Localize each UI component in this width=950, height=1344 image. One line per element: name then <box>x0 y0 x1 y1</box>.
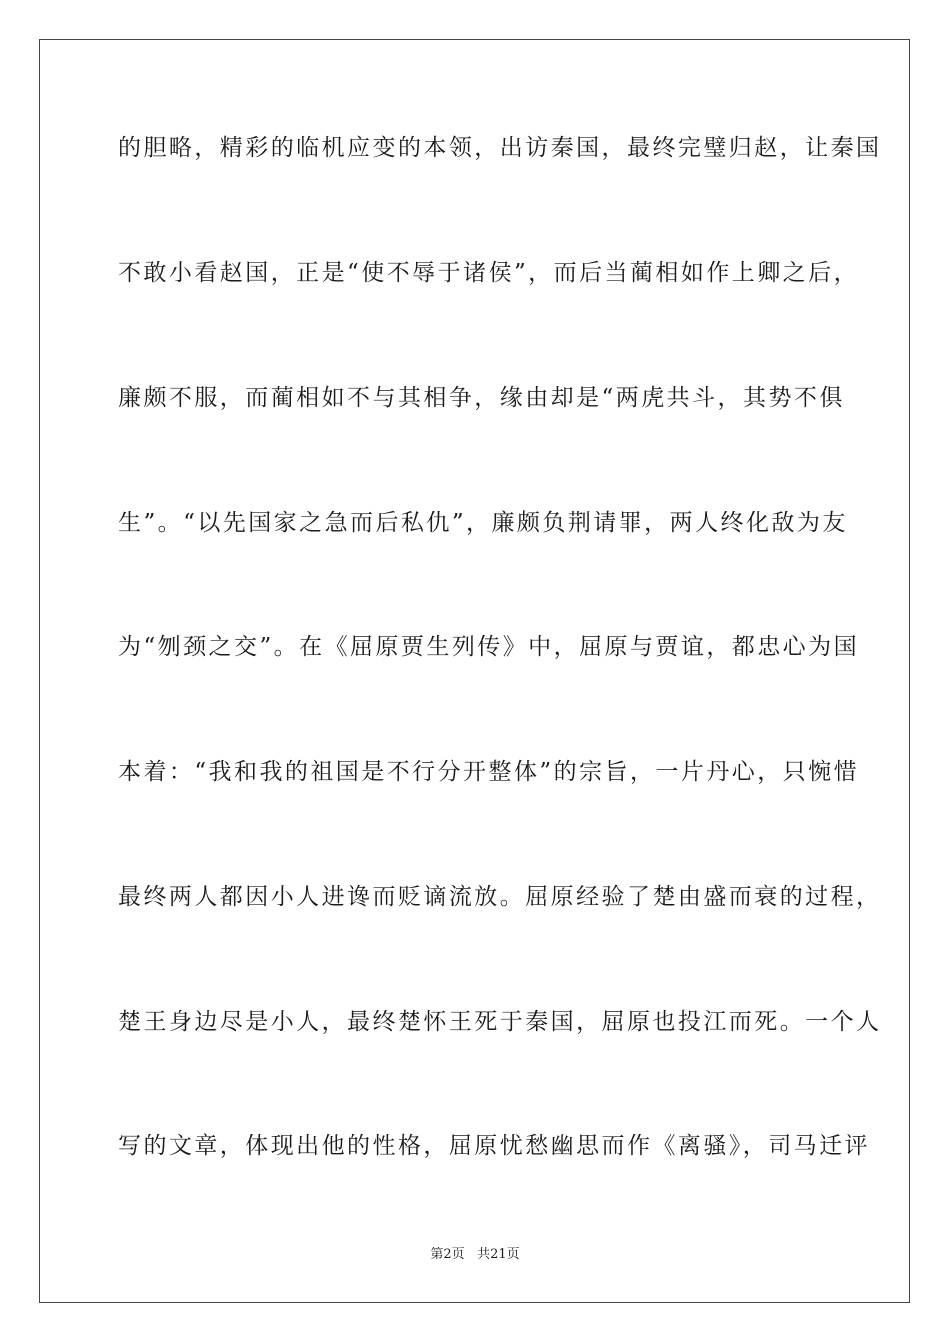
page-total: 共21页 <box>477 1247 520 1262</box>
text-line: 写的文章，体现出他的性格，屈原忧愁幽思而作《离骚》，司马迁评 <box>118 1133 870 1159</box>
text-line: 最终两人都因小人进谗而贬谪流放。屈原经验了楚由盛而衰的过程， <box>118 884 882 910</box>
text-line: 不敢小看赵国，正是“使不辱于诸侯”，而后当蔺相如作上卿之后， <box>118 260 860 286</box>
text-line: 廉颇不服，而蔺相如不与其相争，缘由却是“两虎共斗，其势不俱 <box>118 385 845 411</box>
text-line: 的胆略，精彩的临机应变的本领，出访秦国，最终完璧归赵，让秦国 <box>118 135 882 161</box>
text-line: 为“刎颈之交”。在《屈原贾生列传》中，屈原与贾谊，都忠心为国 <box>118 634 860 660</box>
text-line: 本着：“我和我的祖国是不行分开整体”的宗旨，一片丹心，只惋惜 <box>118 759 860 785</box>
page-number: 第2页 <box>430 1247 465 1262</box>
text-line: 楚王身边尽是小人，最终楚怀王死于秦国，屈原也投江而死。一个人 <box>118 1009 882 1035</box>
page-footer <box>0 1246 950 1264</box>
text-line: 生”。“以先国家之急而后私仇”，廉颇负荆请罪，两人终化敌为友 <box>118 510 848 536</box>
page-border <box>39 39 910 1303</box>
